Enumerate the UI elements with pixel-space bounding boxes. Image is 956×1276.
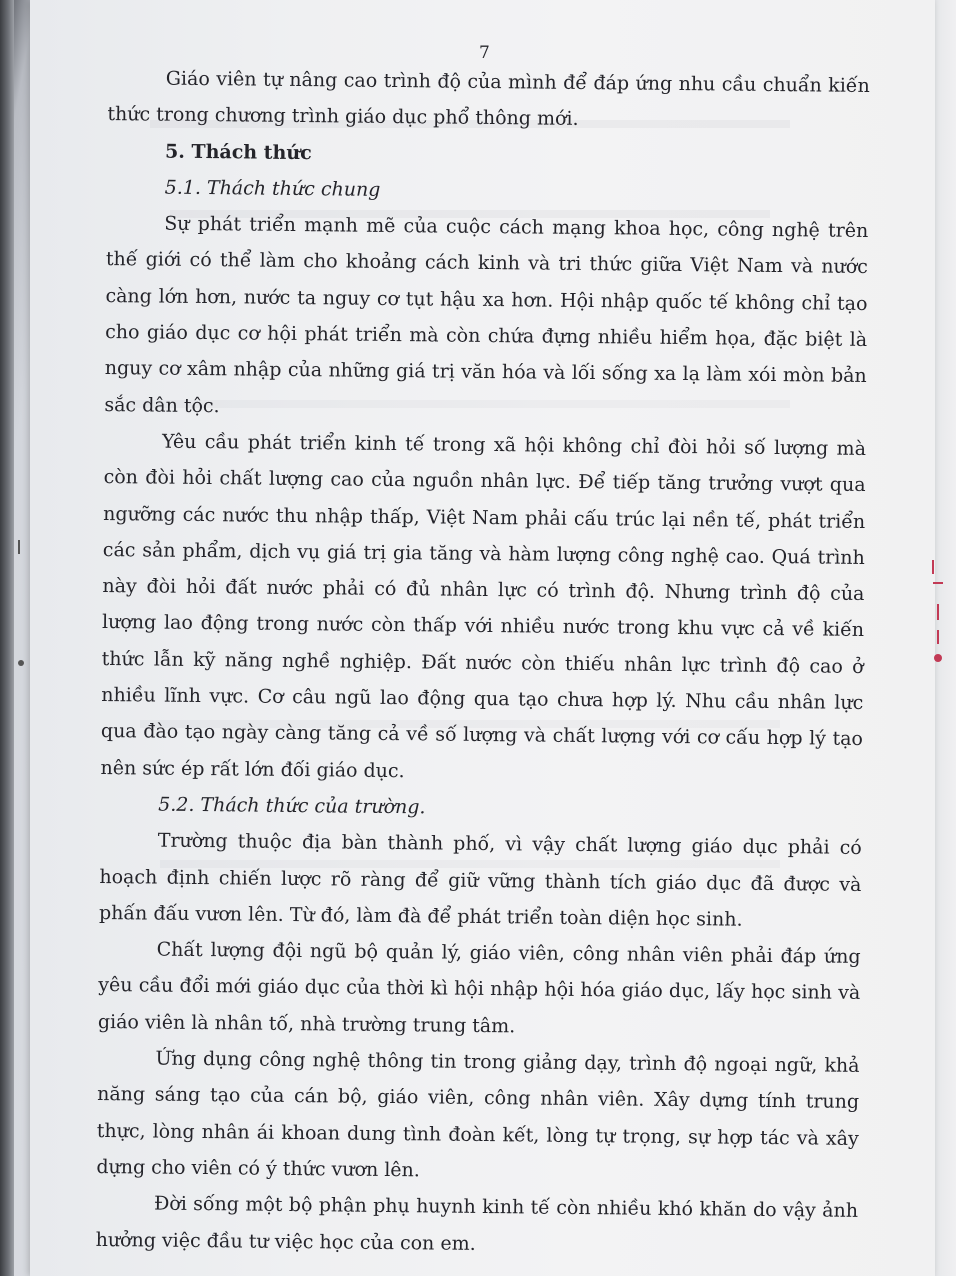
paragraph: Đời sống một bộ phận phụ huynh kinh tế còn nhiều khó khăn do vậy ảnh hưởng việc đầu tư việc học của con em. — [95, 1192, 859, 1255]
document-page — [30, 0, 935, 1276]
subsection-heading: 5.2. Thách thức của trường. — [158, 793, 426, 819]
paragraph: Chất lượng đội ngũ bộ quản lý, giáo viên, công nhân viên phải đáp ứng yêu cầu đổi mới giáo dục của thời kì hội nhập hội hóa giáo dục, lấy học sinh và giáo viên là nhân tố, nhà trường trung tâm. — [97, 938, 861, 1038]
left-edge-mark — [18, 540, 20, 554]
paragraph: Giáo viên tự nâng cao trình độ của mình để đáp ứng nhu cầu chuẩn kiến thức trong chương trình giáo dục phổ thông mới. — [107, 67, 870, 131]
left-edge-mark — [18, 660, 24, 666]
paragraph: Yêu cầu phát triển kinh tế trong xã hội không chỉ đòi hỏi số lượng mà còn đòi hỏi chất lượng cao của nguồn nhân lực. Để tiếp tăng trưởng vượt qua ngưỡng các nước thu nhập thấp, Việt Nam phải cấu trúc lại nền tế, phát triển các sản phẩm, dịch vụ giá trị gia tăng và hàm lượng công nghệ cao. Quá trình này đòi hỏi đất nước phải có đủ nhân lực có trình độ. Nhưng trình độ của lượng lao động trong nước còn thấp với nhiều nước trong khu vực cả về kiến thức lẫn kỹ năng nghề nghiệp. Đất nước còn thiếu nhân lực trình độ cao ở nhiều lĩnh vực. Cơ câu ngũ lao động qua tạo chưa hợp lý. Nhu cầu nhân lực qua đào tạo ngày càng tăng cả về số lượng và chất lượng với cơ cấu hợp lý tạo nên sức ép rất lớn đối giáo dục. — [100, 430, 867, 782]
subsection-heading: 5.1. Thách thức chung — [164, 176, 381, 201]
section-heading: 5. Thách thức — [164, 140, 312, 164]
background-edge-left — [0, 0, 14, 1276]
document-body — [95, 60, 870, 1266]
paragraph: Ứng dụng công nghệ thông tin trong giảng dạy, trình độ ngoại ngữ, khả năng sáng tạo của cán bộ, giáo viên, công nhân viên. Xây dựng tính trung thực, lòng nhân ái khoan dung tình đoàn kết, lòng tự trọng, sự hợp tác và xây dựng cho viên có ý thức vươn lên. — [96, 1047, 860, 1182]
page-number: 7 — [479, 43, 490, 63]
paragraph: Trường thuộc địa bàn thành phố, vì vậy chất lượng giáo dục phải có hoạch định chiến lược rõ ràng để giữ vững thành tích giáo dục đã được và phấn đấu vươn lên. Từ đó, làm đà để phát triển toàn diện học sinh. — [98, 829, 862, 931]
paragraph: Sự phát triển mạnh mẽ của cuộc cách mạng khoa học, công nghệ trên thế giới có thể làm cho khoảng cách kinh và tri thức giữa Việt Nam và nước càng lớn hơn, nước ta nguy cơ tụt hậu xa hơn. Hội nhập quốc tế không chỉ tạo cho giáo dục cơ hội phát triển mà còn chứa đựng nhiều hiểm họa, đặc biệt là nguy cơ xâm nhập của những giá trị văn hóa và lối sống xa lạ làm xói mòn bản sắc dân tộc. — [104, 212, 869, 417]
adjacent-page-edge-marks — [928, 560, 948, 662]
